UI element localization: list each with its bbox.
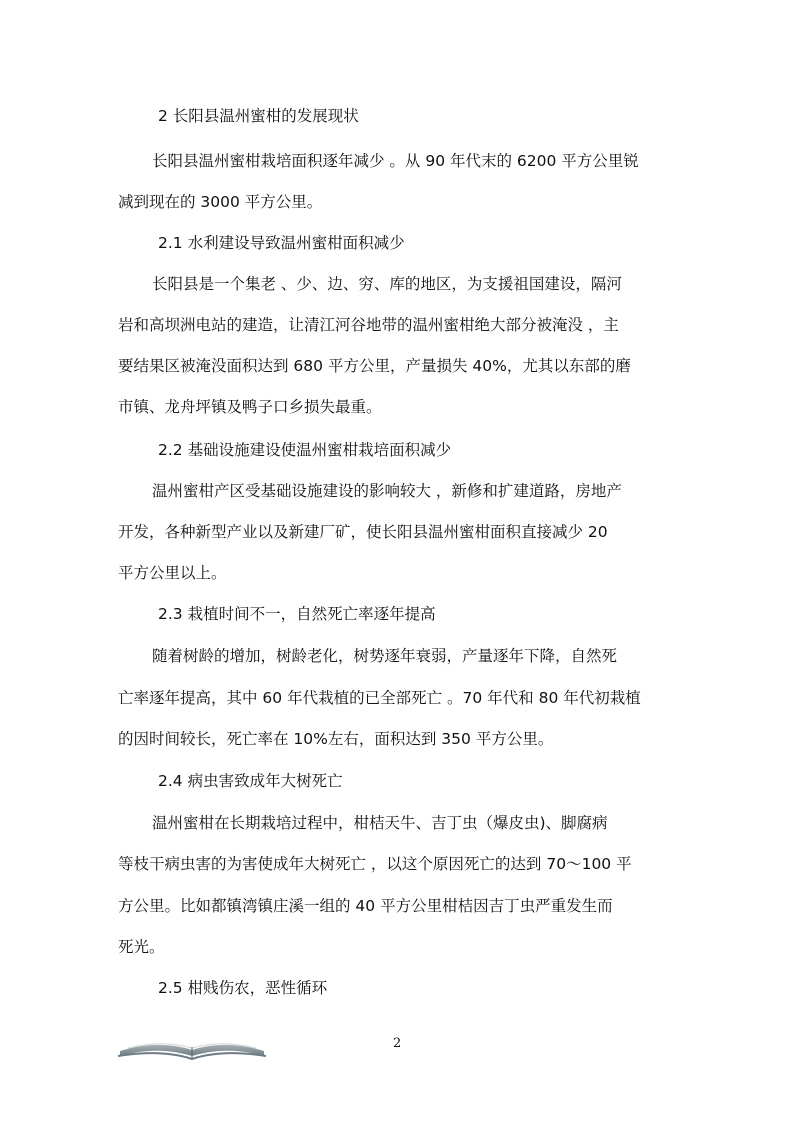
section-heading-2-1: 2.1 水利建设导致温州蜜柑面积减少 <box>158 234 405 252</box>
paragraph-line: 死光。 <box>118 938 165 956</box>
open-book-logo <box>116 1038 268 1060</box>
section-heading-2-3: 2.3 栽植时间不一，自然死亡率逐年提高 <box>158 605 436 623</box>
paragraph-line: 岩和高坝洲电站的建造，让清江河谷地带的温州蜜柑绝大部分被淹没 ，主 <box>118 316 619 334</box>
paragraph-line: 长阳县是一个集老 、少、边、穷、库的地区，为支援祖国建设，隔河 <box>152 275 622 293</box>
paragraph-line: 要结果区被淹没面积达到 680 平方公里，产量损失 40%，尤其以东部的磨 <box>118 357 631 375</box>
paragraph-line: 亡率逐年提高，其中 60 年代栽植的已全部死亡 。70 年代和 80 年代初栽植 <box>118 689 641 707</box>
section-heading-2-4: 2.4 病虫害致成年大树死亡 <box>158 772 343 790</box>
paragraph-line: 随着树龄的增加，树龄老化，树势逐年衰弱，产量逐年下降，自然死 <box>152 647 618 665</box>
paragraph-line: 温州蜜柑在长期栽培过程中，柑桔天牛、吉丁虫（爆皮虫)、脚腐病 <box>152 814 608 832</box>
section-heading-2-5: 2.5 柑贱伤农，恶性循环 <box>158 979 328 997</box>
paragraph-line: 温州蜜柑产区受基础设施建设的影响较大 ，新修和扩建道路，房地产 <box>152 482 622 500</box>
paragraph-line: 等枝干病虫害的为害使成年大树死亡 ，以这个原因死亡的达到 70～100 平 <box>118 855 632 873</box>
paragraph-line: 市镇、龙舟坪镇及鸭子口乡损失最重。 <box>118 398 382 416</box>
paragraph-line: 长阳县温州蜜柑栽培面积逐年减少 。从 90 年代末的 6200 平方公里锐 <box>152 152 639 170</box>
paragraph-line: 方公里。比如都镇湾镇庄溪一组的 40 平方公里柑桔因吉丁虫严重发生而 <box>118 897 613 915</box>
section-heading-2: 2 长阳县温州蜜柑的发展现状 <box>158 107 359 125</box>
paragraph-line: 的因时间较长，死亡率在 10%左右，面积达到 350 平方公里。 <box>118 730 554 748</box>
section-heading-2-2: 2.2 基础设施建设使温州蜜柑栽培面积减少 <box>158 441 452 459</box>
paragraph-line: 平方公里以上。 <box>118 564 227 582</box>
paragraph-line: 减到现在的 3000 平方公里。 <box>118 193 323 211</box>
paragraph-line: 开发，各种新型产业以及新建厂矿，使长阳县温州蜜柑面积直接减少 20 <box>118 523 608 541</box>
page-number: 2 <box>393 1036 402 1051</box>
